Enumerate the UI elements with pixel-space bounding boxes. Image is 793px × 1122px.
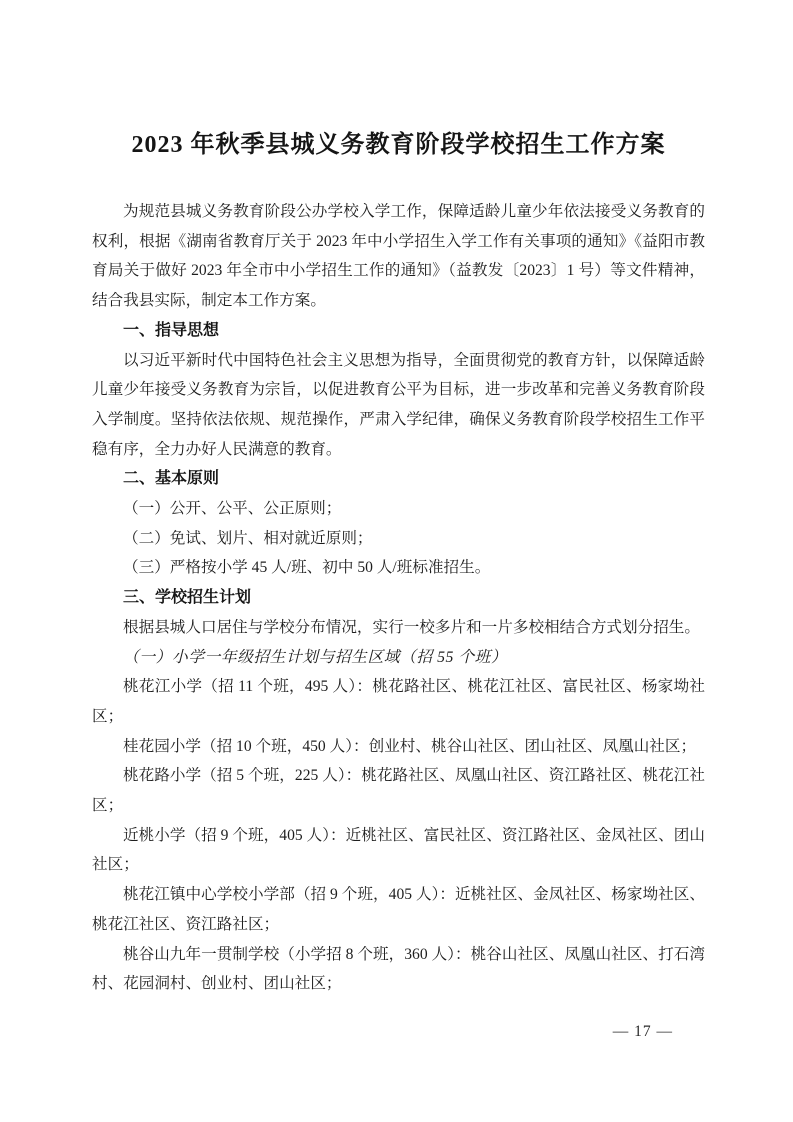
section-heading-basic-principles: 二、基本原则 (123, 470, 220, 488)
principle-item-3: （三）严格按小学 45 人/班、初中 50 人/班标准招生。 (123, 559, 491, 577)
school-entry-jintao-primary: 近桃小学（招 9 个班，405 人）：近桃社区、富民社区、资江路社区、金凤社区、团山社区； (92, 826, 705, 874)
document-content (92, 0, 705, 999)
school-entry-taogushan-nine-year-school: 桃谷山九年一贯制学校（小学招 8 个班，360 人）：桃谷山社区、凤凰山社区、打石湾村、花园洞村、创业村、团山社区； (92, 945, 705, 993)
section-heading-enrollment-plan: 三、学校招生计划 (123, 589, 252, 607)
school-entry-guihuayuan-primary: 桂花园小学（招 10 个班，450 人）：创业村、桃谷山社区、团山社区、凤凰山社区； (123, 737, 697, 755)
section-body-guiding-ideology: 以习近平新时代中国特色社会主义思想为指导，全面贯彻党的教育方针，以保障适龄儿童少年接受义务教育为宗旨，以促进教育公平为目标，进一步改革和完善义务教育阶段入学制度。坚持依法依规、规范操作，严肃入学纪律，确保义务教育阶段学校招生工作平稳有序，全力办好人民满意的教育。 (92, 351, 705, 458)
section-body-enrollment-plan: 根据县城人口居住与学校分布情况，实行一校多片和一片多校相结合方式划分招生。 (123, 618, 700, 636)
section-heading-guiding-ideology: 一、指导思想 (123, 321, 220, 339)
principle-item-1: （一）公开、公平、公正原则； (123, 500, 342, 518)
page-number: — 17 — (612, 1023, 673, 1040)
subsection-heading-primary-grade1-plan: （一）小学一年级招生计划与招生区域（招 55 个班） (123, 648, 508, 666)
document-title: 2023 年秋季县城义务教育阶段学校招生工作方案 (131, 132, 666, 158)
school-entry-town-central-school-primary: 桃花江镇中心学校小学部（招 9 个班，405 人）：近桃社区、金凤社区、杨家坳社区、桃花江社区、资江路社区； (92, 886, 705, 933)
intro-paragraph: 为规范县城义务教育阶段公办学校入学工作，保障适龄儿童少年依法接受义务教育的权利，根据《湖南省教育厅关于 2023 年中小学招生入学工作有关事项的通知》《益阳市教育局关于做好 2023 年全市中小学招生工作的通知》（益教发〔2023〕1 号）等文件精神，结合我县实际，制定本工作方案。 (92, 203, 705, 310)
school-entry-taohuajiang-primary: 桃花江小学（招 11 个班，495 人）：桃花路社区、桃花江社区、富民社区、杨家坳社区； (92, 678, 705, 725)
school-entry-taohualu-primary: 桃花路小学（招 5 个班，225 人）：桃花路社区、凤凰山社区、资江路社区、桃花江社区； (92, 767, 705, 815)
principle-item-2: （二）免试、划片、相对就近原则； (123, 529, 373, 547)
